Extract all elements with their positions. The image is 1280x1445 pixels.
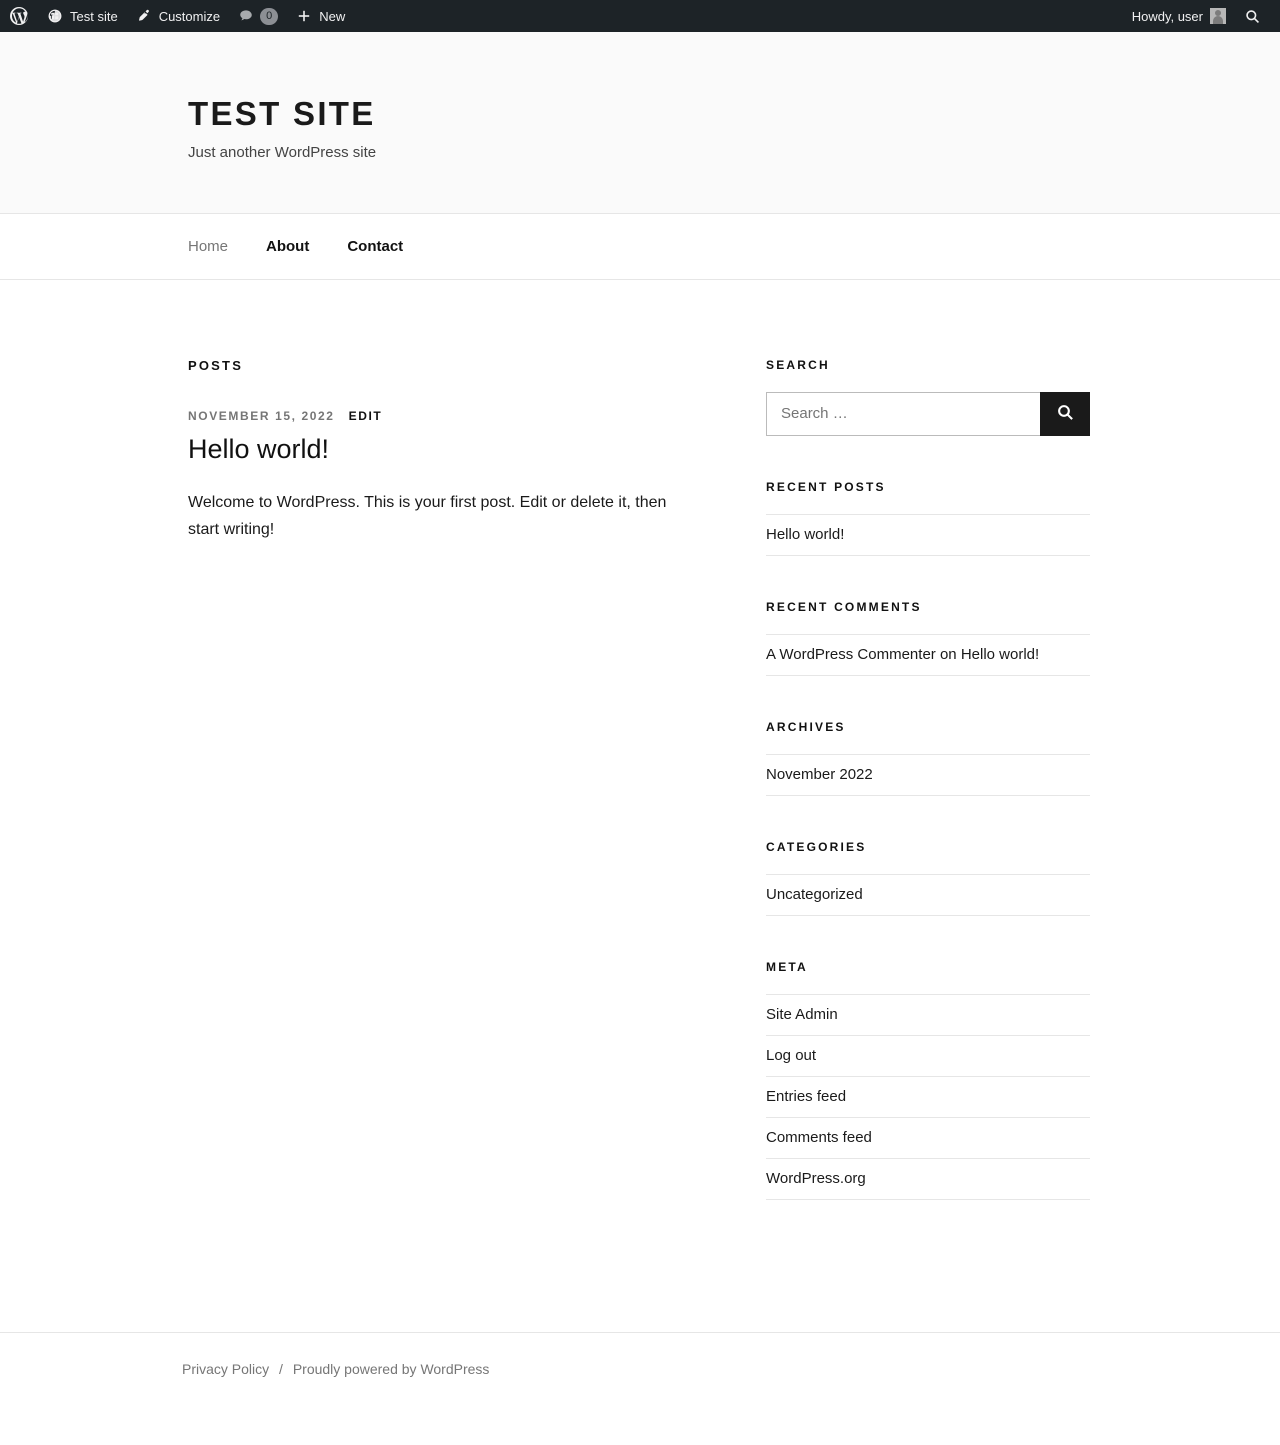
comment-post-link[interactable]: Hello world! bbox=[960, 645, 1040, 663]
widget-categories bbox=[766, 840, 1090, 916]
list-item[interactable]: WordPress.org bbox=[766, 1159, 1090, 1200]
content-area bbox=[0, 280, 1280, 1244]
widget-archives-title: ARCHIVES bbox=[766, 719, 846, 734]
widget-categories-title: CATEGORIES bbox=[766, 839, 867, 854]
site-description: Just another WordPress site bbox=[188, 143, 377, 161]
wordpress-logo-icon bbox=[9, 6, 29, 26]
plus-icon bbox=[296, 8, 312, 24]
post-title[interactable]: Hello world! bbox=[188, 433, 330, 464]
main-content bbox=[188, 358, 740, 1244]
privacy-policy-link[interactable]: Privacy Policy bbox=[182, 1360, 270, 1377]
post-article bbox=[188, 409, 714, 544]
list-item[interactable]: Hello world! bbox=[766, 514, 1090, 556]
nav-list bbox=[188, 214, 1092, 280]
wordpress-logo-button[interactable] bbox=[0, 0, 38, 32]
comment-bubble-icon bbox=[238, 8, 254, 24]
avatar bbox=[1210, 8, 1226, 24]
widget-search bbox=[766, 358, 1090, 436]
search-submit-button[interactable] bbox=[1040, 392, 1090, 436]
sidebar bbox=[766, 358, 1090, 1244]
admin-bar-new-label: New bbox=[319, 8, 346, 24]
widget-archives bbox=[766, 720, 1090, 796]
admin-bar-new-content[interactable] bbox=[287, 0, 354, 32]
comment-on-label: on bbox=[939, 645, 957, 663]
recent-posts-list bbox=[766, 514, 1090, 556]
widget-recent-posts-title: RECENT POSTS bbox=[766, 479, 886, 494]
site-header bbox=[0, 32, 1280, 214]
post-meta bbox=[188, 409, 714, 423]
list-item[interactable]: Site Admin bbox=[766, 994, 1090, 1036]
meta-list bbox=[766, 994, 1090, 1200]
list-item bbox=[766, 634, 1090, 676]
list-item[interactable]: November 2022 bbox=[766, 754, 1090, 796]
post-excerpt: Welcome to WordPress. This is your first post. Edit or delete it, then start writing! bbox=[188, 494, 667, 538]
admin-bar-comments[interactable] bbox=[229, 0, 287, 32]
page-title: POSTS bbox=[188, 357, 244, 373]
list-item[interactable]: Entries feed bbox=[766, 1077, 1090, 1118]
list-item[interactable]: Comments feed bbox=[766, 1118, 1090, 1159]
recent-comments-list bbox=[766, 634, 1090, 676]
widget-recent-comments bbox=[766, 600, 1090, 676]
widget-search-title: SEARCH bbox=[766, 357, 830, 372]
wordpress-credit-link[interactable]: Proudly powered by WordPress bbox=[292, 1360, 490, 1377]
admin-bar-howdy-label: Howdy, user bbox=[1131, 8, 1203, 24]
admin-bar-right bbox=[1123, 0, 1270, 32]
site-footer bbox=[0, 1332, 1280, 1405]
list-item[interactable]: Uncategorized bbox=[766, 874, 1090, 916]
search-icon bbox=[1244, 8, 1261, 25]
search-form bbox=[766, 392, 1090, 436]
nav-item-contact[interactable]: Contact bbox=[347, 238, 404, 256]
comment-author[interactable]: A WordPress Commenter bbox=[766, 645, 936, 663]
admin-bar-left bbox=[0, 0, 354, 32]
admin-bar-site-name-label: Test site bbox=[70, 8, 118, 24]
search-icon bbox=[1056, 403, 1075, 425]
nav-item-about[interactable]: About bbox=[266, 238, 310, 256]
admin-bar-my-account[interactable] bbox=[1123, 0, 1235, 32]
site-title[interactable]: TEST SITE bbox=[188, 95, 376, 132]
admin-bar-comments-count: 0 bbox=[260, 8, 278, 25]
nav-item-home[interactable]: Home bbox=[188, 238, 229, 256]
admin-bar-customize-label: Customize bbox=[158, 8, 221, 24]
archives-list bbox=[766, 754, 1090, 796]
widget-meta-title: META bbox=[766, 959, 808, 974]
primary-navigation bbox=[0, 214, 1280, 280]
widget-recent-posts bbox=[766, 480, 1090, 556]
admin-bar-site-name[interactable] bbox=[38, 0, 127, 32]
admin-bar-customize[interactable] bbox=[127, 0, 229, 32]
paintbrush-icon bbox=[136, 8, 152, 24]
admin-bar-search-button[interactable] bbox=[1235, 0, 1270, 32]
list-item[interactable]: Log out bbox=[766, 1036, 1090, 1077]
post-edit-link[interactable]: EDIT bbox=[348, 408, 383, 423]
footer-credits bbox=[182, 1361, 1280, 1377]
categories-list bbox=[766, 874, 1090, 916]
search-input[interactable] bbox=[766, 392, 1040, 436]
post-date[interactable]: NOVEMBER 15, 2022 bbox=[188, 408, 335, 423]
admin-bar bbox=[0, 0, 1280, 32]
footer-separator: / bbox=[279, 1360, 283, 1377]
widget-recent-comments-title: RECENT COMMENTS bbox=[766, 599, 922, 614]
dashboard-icon bbox=[47, 8, 63, 24]
widget-meta bbox=[766, 960, 1090, 1200]
